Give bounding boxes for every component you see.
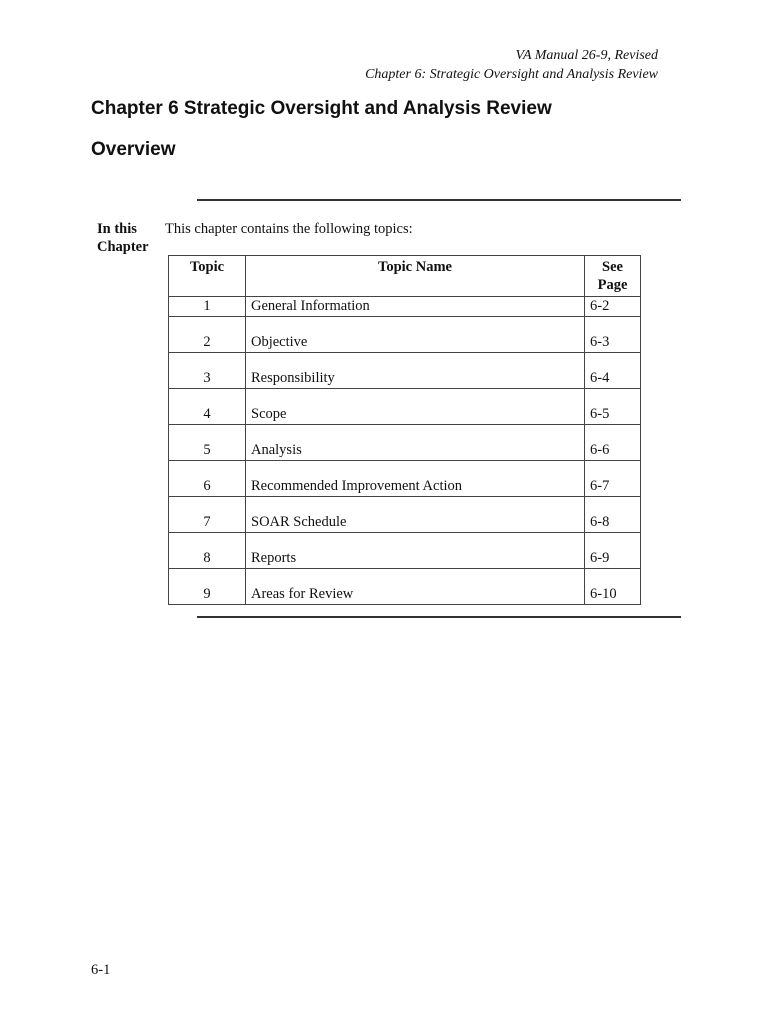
topic-name: Scope bbox=[246, 389, 585, 425]
section-title: Overview bbox=[91, 139, 176, 160]
topic-page: 6-3 bbox=[585, 317, 641, 353]
topic-name: Areas for Review bbox=[246, 569, 585, 605]
topic-name: Recommended Improvement Action bbox=[246, 461, 585, 497]
topic-name: Reports bbox=[246, 533, 585, 569]
topic-page: 6-6 bbox=[585, 425, 641, 461]
topic-page: 6-5 bbox=[585, 389, 641, 425]
table-row bbox=[169, 317, 641, 353]
topic-number: 1 bbox=[169, 297, 246, 317]
topic-number: 5 bbox=[169, 425, 246, 461]
topic-number: 7 bbox=[169, 497, 246, 533]
topic-name: General Information bbox=[246, 297, 585, 317]
table-row bbox=[169, 297, 641, 317]
topic-page: 6-7 bbox=[585, 461, 641, 497]
table-row bbox=[169, 353, 641, 389]
topic-name: Analysis bbox=[246, 425, 585, 461]
block-intro: This chapter contains the following topics: bbox=[165, 221, 413, 237]
header-topic: Topic bbox=[169, 256, 246, 297]
block-label-line2: Chapter bbox=[97, 239, 149, 255]
topic-name: Responsibility bbox=[246, 353, 585, 389]
top-divider bbox=[197, 199, 681, 201]
topic-number: 3 bbox=[169, 353, 246, 389]
header-page: Page bbox=[597, 277, 628, 293]
header-see-page bbox=[585, 256, 641, 297]
header-topic-name: Topic Name bbox=[246, 256, 585, 297]
table-row bbox=[169, 569, 641, 605]
topic-page: 6-8 bbox=[585, 497, 641, 533]
chapter-title: Chapter 6 Strategic Oversight and Analysis Review bbox=[91, 98, 552, 119]
topic-number: 4 bbox=[169, 389, 246, 425]
topic-number: 2 bbox=[169, 317, 246, 353]
bottom-divider bbox=[197, 616, 681, 618]
header-see: See bbox=[602, 259, 623, 275]
table-row bbox=[169, 425, 641, 461]
topic-name: Objective bbox=[246, 317, 585, 353]
page-number: 6-1 bbox=[91, 962, 111, 978]
table-row bbox=[169, 497, 641, 533]
block-label bbox=[97, 220, 149, 256]
running-header-chapter: Chapter 6: Strategic Oversight and Analysis Review bbox=[365, 67, 658, 82]
topics-table bbox=[168, 255, 641, 605]
topic-name: SOAR Schedule bbox=[246, 497, 585, 533]
block-label-line1: In this bbox=[97, 221, 137, 237]
table-row bbox=[169, 389, 641, 425]
topic-page: 6-4 bbox=[585, 353, 641, 389]
topic-number: 9 bbox=[169, 569, 246, 605]
topic-number: 8 bbox=[169, 533, 246, 569]
table-row bbox=[169, 533, 641, 569]
table-header-row bbox=[169, 256, 641, 297]
running-header-manual: VA Manual 26-9, Revised bbox=[515, 48, 658, 63]
table-row bbox=[169, 461, 641, 497]
topic-page: 6-9 bbox=[585, 533, 641, 569]
topic-page: 6-2 bbox=[585, 297, 641, 317]
topic-page: 6-10 bbox=[585, 569, 641, 605]
topic-number: 6 bbox=[169, 461, 246, 497]
